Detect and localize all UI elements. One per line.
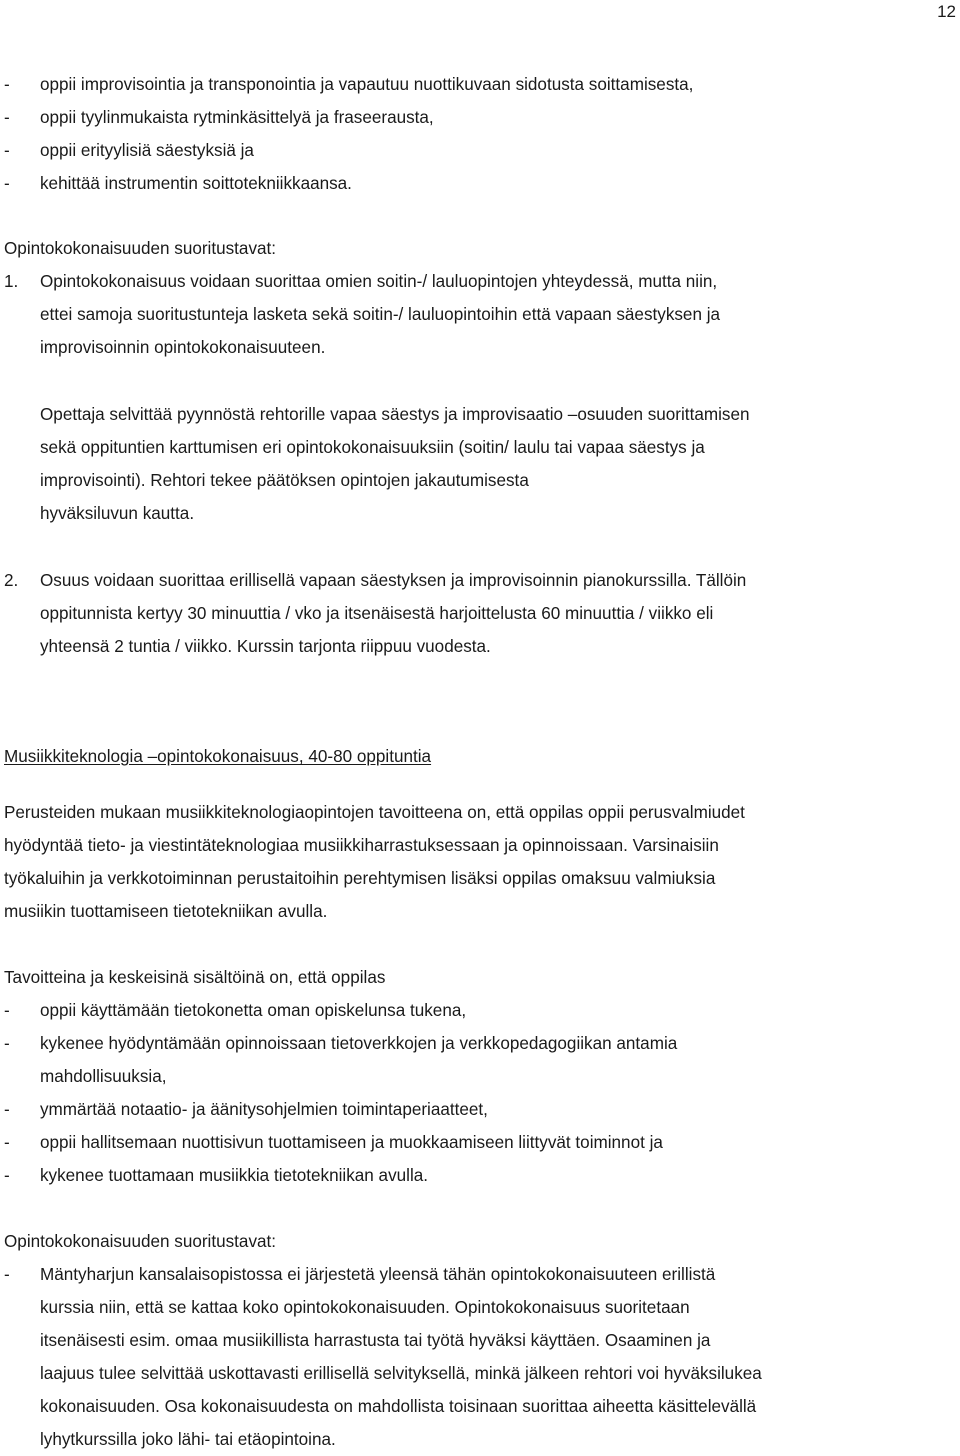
note-line: improvisointi). Rehtori tekee päätöksen opintojen jakautumisesta [40,471,529,490]
paragraph-line: Perusteiden mukaan musiikkiteknologiaopintojen tavoitteena on, että oppilas oppii perusvalmiudet [4,803,745,822]
list-item [4,1027,960,1060]
paragraph-line: musiikin tuottamiseen tietotekniikan avulla. [4,902,328,921]
section-title: Musiikkiteknologia –opintokokonaisuus, 40-80 oppituntia [4,747,432,766]
section-title-row [4,740,960,773]
completion-section-2 [4,1225,960,1456]
list-item-continuation: kurssia niin, että se kattaa koko opintokokonaisuuden. Opintokokonaisuus suoritetaan [40,1298,690,1317]
numbered-item-2 [4,564,960,663]
list-dash: - [4,1166,10,1185]
list-item-text: kykenee hyödyntämään opinnoissaan tietoverkkojen ja verkkopedagogiikan antamia [40,1034,678,1053]
list-item-text: oppii erityylisiä säestyksiä ja [40,141,254,160]
item-number: 1. [4,272,19,291]
list-dash: - [4,1265,10,1284]
teacher-note [4,398,960,530]
list-dash: - [4,1001,10,1020]
list-item [4,1258,960,1291]
list-item-continuation: lyhytkurssilla joko lähi- tai etäopintoina. [40,1430,336,1449]
item-line: ettei samoja suoritustunteja lasketa sekä soitin-/ lauluopintoihin että vapaan säestyksen ja [40,305,721,324]
list-item [4,101,960,134]
item-first-line [4,564,960,597]
list-item-text: kykenee tuottamaan musiikkia tietotekniikan avulla. [40,1166,429,1185]
list-dash: - [4,108,10,127]
list-item [4,167,960,200]
goals-section [4,961,960,1192]
list-item-text: oppii käyttämään tietokonetta oman opiskelunsa tukena, [40,1001,467,1020]
list-item [4,994,960,1027]
list-item [4,1093,960,1126]
item-line: improvisoinnin opintokokonaisuuteen. [40,338,326,357]
list-dash: - [4,174,10,193]
list-item-text: Mäntyharjun kansalaisopistossa ei järjestetä yleensä tähän opintokokonaisuuteen erillistä [40,1265,716,1284]
list-item-text: oppii tyylinmukaista rytminkäsittelyä ja fraseerausta, [40,108,434,127]
list-item [4,68,960,101]
list-dash: - [4,1034,10,1053]
list-item-continuation: mahdollisuuksia, [40,1067,167,1086]
music-tech-section [4,740,960,773]
intro-list [4,68,960,200]
section-heading: Opintokokonaisuuden suoritustavat: [4,1232,277,1251]
numbered-item-1 [4,265,960,298]
list-item [4,1159,960,1192]
item-line: Opintokokonaisuus voidaan suorittaa omien soitin-/ lauluopintojen yhteydessä, mutta niin, [40,272,718,291]
paragraph-line: hyödyntää tieto- ja viestintäteknologiaa musiikkiharrastuksessaan ja opinnoissaan. Varsinaisiin [4,836,719,855]
list-dash: - [4,141,10,160]
goals-heading: Tavoitteina ja keskeisinä sisältöinä on, että oppilas [4,968,386,987]
note-line: sekä oppituntien karttumisen eri opintokokonaisuuksiin (soitin/ laulu tai vapaa säestys ja [40,438,705,457]
item-number: 2. [4,571,19,590]
list-item-continuation: laajuus tulee selvittää uskottavasti erillisellä selvityksellä, minkä jälkeen rehtori voi hyväksilukea [40,1364,762,1383]
note-line: Opettaja selvittää pyynnöstä rehtorille vapaa säestys ja improvisaatio –osuuden suorittamisen [40,405,750,424]
list-dash: - [4,1100,10,1119]
page-number: 12 [937,2,956,21]
list-dash: - [4,75,10,94]
list-dash: - [4,1133,10,1152]
item-line: Osuus voidaan suorittaa erillisellä vapaan säestyksen ja improvisoinnin pianokurssilla. Tällöin [40,571,747,590]
music-tech-intro [4,796,960,928]
list-item [4,134,960,167]
paragraph-line: työkaluihin ja verkkotoiminnan perustaitoihin perehtymisen lisäksi oppilas omaksuu valmiuksia [4,869,716,888]
list-item-text: ymmärtää notaatio- ja äänitysohjelmien toimintaperiaatteet, [40,1100,488,1119]
list-item-text: oppii improvisointia ja transponointia ja vapautuu nuottikuvaan sidotusta soittamisesta, [40,75,694,94]
item-line: yhteensä 2 tuntia / viikko. Kurssin tarjonta riippuu vuodesta. [40,637,491,656]
note-line: hyväksiluvun kautta. [40,504,195,523]
list-item-continuation: kokonaisuuden. Osa kokonaisuudesta on mahdollista toisinaan suorittaa aiheetta käsittelevällä [40,1397,757,1416]
list-item-text: oppii hallitsemaan nuottisivun tuottamiseen ja muokkaamiseen liittyvät toiminnot ja [40,1133,663,1152]
list-item [4,1126,960,1159]
item-line: oppitunnista kertyy 30 minuuttia / vko ja itsenäisestä harjoittelusta 60 minuuttia / viikko eli [40,604,714,623]
section-heading: Opintokokonaisuuden suoritustavat: [4,239,277,258]
list-item-text: kehittää instrumentin soittotekniikkaansa. [40,174,352,193]
completion-section-1 [4,232,960,364]
list-item-continuation: itsenäisesti esim. omaa musiikillista harrastusta tai työtä hyväksi käyttäen. Osaaminen ja [40,1331,711,1350]
